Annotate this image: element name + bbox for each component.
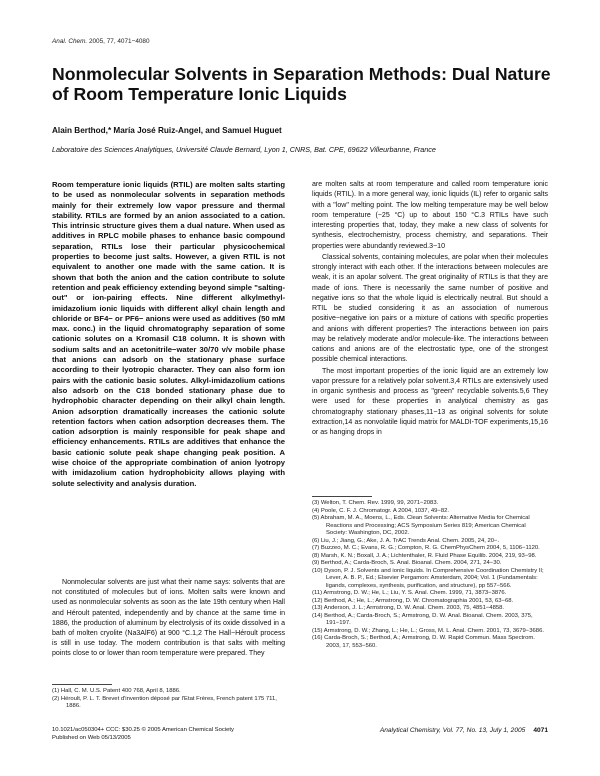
doi-line: 10.1021/ac050304+ CCC: $30.25 © 2005 American Chemical Society xyxy=(52,727,234,733)
reference-item: (14) Berthod, A.; Carda-Broch, S.; Armstrong, D. W. Anal. Bioanal. Chem. 2003, 375, 191−197. xyxy=(312,612,533,626)
footer-publication-info xyxy=(52,727,234,742)
left-footnote-rule xyxy=(52,684,112,685)
right-footnote-rule xyxy=(312,496,372,497)
reference-item: (8) Marsh, K. N.; Boxall, J. A.; Lichtenthaler, R. Fluid Phase Equilib. 2004, 219, 93−98. xyxy=(312,552,537,559)
reference-item: (12) Berthod, A.; He, L.; Armstrong, D. W. Chromatographia 2001, 53, 63−68. xyxy=(312,597,514,604)
article-title: Nonmolecular Solvents in Separation Methods: Dual Nature of Room Temperature Ionic Liquids xyxy=(52,64,551,104)
reference-item: (3) Welton, T. Chem. Rev. 1999, 99, 2071−2083. xyxy=(312,500,439,506)
reference-item: (6) Liu, J.; Jiang, G.; Ake, J. A. TrAC Trends Anal. Chem. 2005, 24, 20−. xyxy=(312,537,500,544)
reference-item: (1) Hall, C. M. U.S. Patent 400 768, April 8, 1886. xyxy=(52,688,181,694)
right-reference-list xyxy=(312,500,548,650)
reference-item: (7) Buzzeo, M. C.; Evans, R. G.; Compton, R. G. ChemPhysChem 2004, 5, 1106−1120. xyxy=(312,545,540,551)
reference-item: (5) Abraham, M. A., Moens, L., Eds. Clean Solvents: Alternative Media for Chemical Reactions and Processing; ACS Symposium Series 819; American Chemical Society: Washington, DC, 2002. xyxy=(312,515,530,536)
journal-volume-pages: 2005, 77, 4071−4080 xyxy=(87,38,150,45)
reference-item: (4) Poole, C. F. J. Chromatogr. A 2004, 1037, 49−82. xyxy=(312,507,450,514)
reference-item: (2) Héroult, P. L. T. Brevet d'invention déposé par l'Etat Frères, French patent 175 711, 1886. xyxy=(52,695,277,709)
footer-journal-info xyxy=(380,727,548,734)
page-number: 4071 xyxy=(533,727,548,734)
body-paragraph: are molten salts at room temperature and called room temperature ionic liquids (RTIL). In a more general way, ionic liquids (IL) refer to organic salts with a "low" melting point. The low melting temperature may be well below room temperature (−25 °C) up to about 150 °C.3 RTILs have such interesting properties that, today, they make a new class of solvents for synthesis, electrochemistry, process chemistry, and separations. Their properties were abundantly reviewed.3−10 xyxy=(312,181,548,250)
body-paragraph: The most important properties of the ionic liquid are an extremely low vapor pressure for a relatively polar solvent.3,4 RTILs are extensively used in organic synthesis and process as "green" recyclable solvents.5,6 They were used for these properties in analytical chemistry as gas chromatography stationary phases,11−13 as original solvents for solute extraction,14 as nonvolatile liquid matrix for MALDI-TOF experiments,15,16 or as hanging drops in xyxy=(312,367,548,436)
abstract: Room temperature ionic liquids (RTIL) are molten salts starting to be used as nonmolecular solvents in separation methods mainly for their extremely low vapor pressure and thermal stability. RTILs are formed by an anion associated to a cation. This intrinsic structure gives them a dual nature. When used as additives in RPLC mobile phases to enhance basic compound separation, RTILs lose their particular physicochemical properties to become just salts. However, a given RTIL is not equivalent to another one made with the same cation. It is shown that both the anion and the cation contribute to solute retention and peak efficiency extending beyond simple "salting-out" or ion-pairing effects. Nine different alkylmethyl-imidazolium ionic liquids with different alkyl chain length and chloride or BF4− or PF6− anions were used as additives (50 mM max. conc.) in the liquid chromatography separation of some cationic solutes on a Kromasil C18 column. It is shown with sodium salts and an acetonitrile−water 30/70 v/v mobile phase that anions can adsorb on the stationary phase surface according to their lyotropic character. They can also form ion pairs with the cationic basic solutes. Alkyl-imidazolium cations also adsorb on the C18 bonded stationary phase due to hydrophobic character depending on their alkyl chain length. Anion adsorption dramatically increases the cationic solute retention factors when cation adsorption decreases them. The cation adsorption is mainly responsible for peak shape and efficiency enhancements. RTILs are additives that enhance the basic cationic solute peak shape changing peak position. A wise choice of the appropriate combination of anion lyotropy with imidazolium cation hydrophobicity allows playing with solute selectivity and analysis duration. xyxy=(52,180,285,488)
reference-item: (13) Anderson, J. L.; Armstrong, D. W. Anal. Chem. 2003, 75, 4851−4858. xyxy=(312,605,505,611)
affiliation: Laboratoire des Sciences Analytiques, Université Claude Bernard, Lyon 1, CNRS, Bat. CPE, 69622 Villeurbanne, France xyxy=(52,145,436,154)
body-paragraph: Classical solvents, containing molecules, are polar when their molecules strongly interact with each other. If the interactions between molecules are weak, it is an apolar solvent. The great originality of RTILs is that they are made of ions. There is necessarily the same number of positive and negative ions so that the whole liquid is electrically neutral. But should a RTIL be studied considering it as an association of numerous positive−negative ion pairs or a mixture of cations with specific properties and anions with different properties? The interactions between ion pairs may be relatively moderate and/or molecule-like. The interactions between cations and anions are of the electrostatic type, one of the strongest possible chemical interactions. xyxy=(312,253,548,364)
journal-line: Analytical Chemistry, Vol. 77, No. 13, July 1, 2005 xyxy=(379,727,526,734)
reference-item: (16) Carda-Broch, S.; Berthod, A.; Armstrong, D. W. Rapid Commun. Mass Spectrom. 2003, 17, 553−560. xyxy=(312,635,535,649)
journal-abbrev: Anal. Chem. xyxy=(52,38,88,45)
left-reference-list xyxy=(52,688,285,711)
reference-item: (15) Armstrong, D. W.; Zhang, L.; He, L.; Gross, M. L. Anal. Chem. 2001, 73, 3679−3686. xyxy=(312,627,544,634)
reference-item: (10) Dyson, P. J. Solvents and ionic liquids. In Comprehensive Coordination Chemistry II; Lever, A. B. P., Ed.; Elsevier Pergamon: Amsterdam, 2004; Vol. 1 (Fundamentals: ligands, complexes, synthesis, purification, and structure), pp 557−566. xyxy=(312,567,544,589)
journal-citation xyxy=(52,38,150,45)
introduction-paragraph: Nonmolecular solvents are just what their name says: solvents that are not constituted of molecules but of ions. Molten salts were known and used as nonmolecular solvents as soon as the late 19th century when Hall and Héroult patented, independently and by chance at the same time in 1886, the production of aluminum by electrolysis of its oxide dissolved in a bath of molten cryolite (Na3AlF6) at 900 °C.1,2 The Hall−Héroult process is still in use today. The modern contribution is that salts with melting points close to or lower than room temperature were prepared. They xyxy=(52,579,285,658)
published-line: Published on Web 05/13/2005 xyxy=(52,734,131,741)
reference-item: (11) Armstrong, D. W.; He, L.; Liu, Y. S. Anal. Chem. 1999, 71, 3873−3876. xyxy=(312,590,507,596)
right-column-body xyxy=(312,180,548,439)
author-list: Alain Berthod,* María José Ruiz-Angel, and Samuel Huguet xyxy=(52,126,282,135)
reference-item: (9) Berthod, A.; Carda-Broch, S. Anal. Bioanal. Chem. 2004, 271, 24−30. xyxy=(312,560,502,566)
